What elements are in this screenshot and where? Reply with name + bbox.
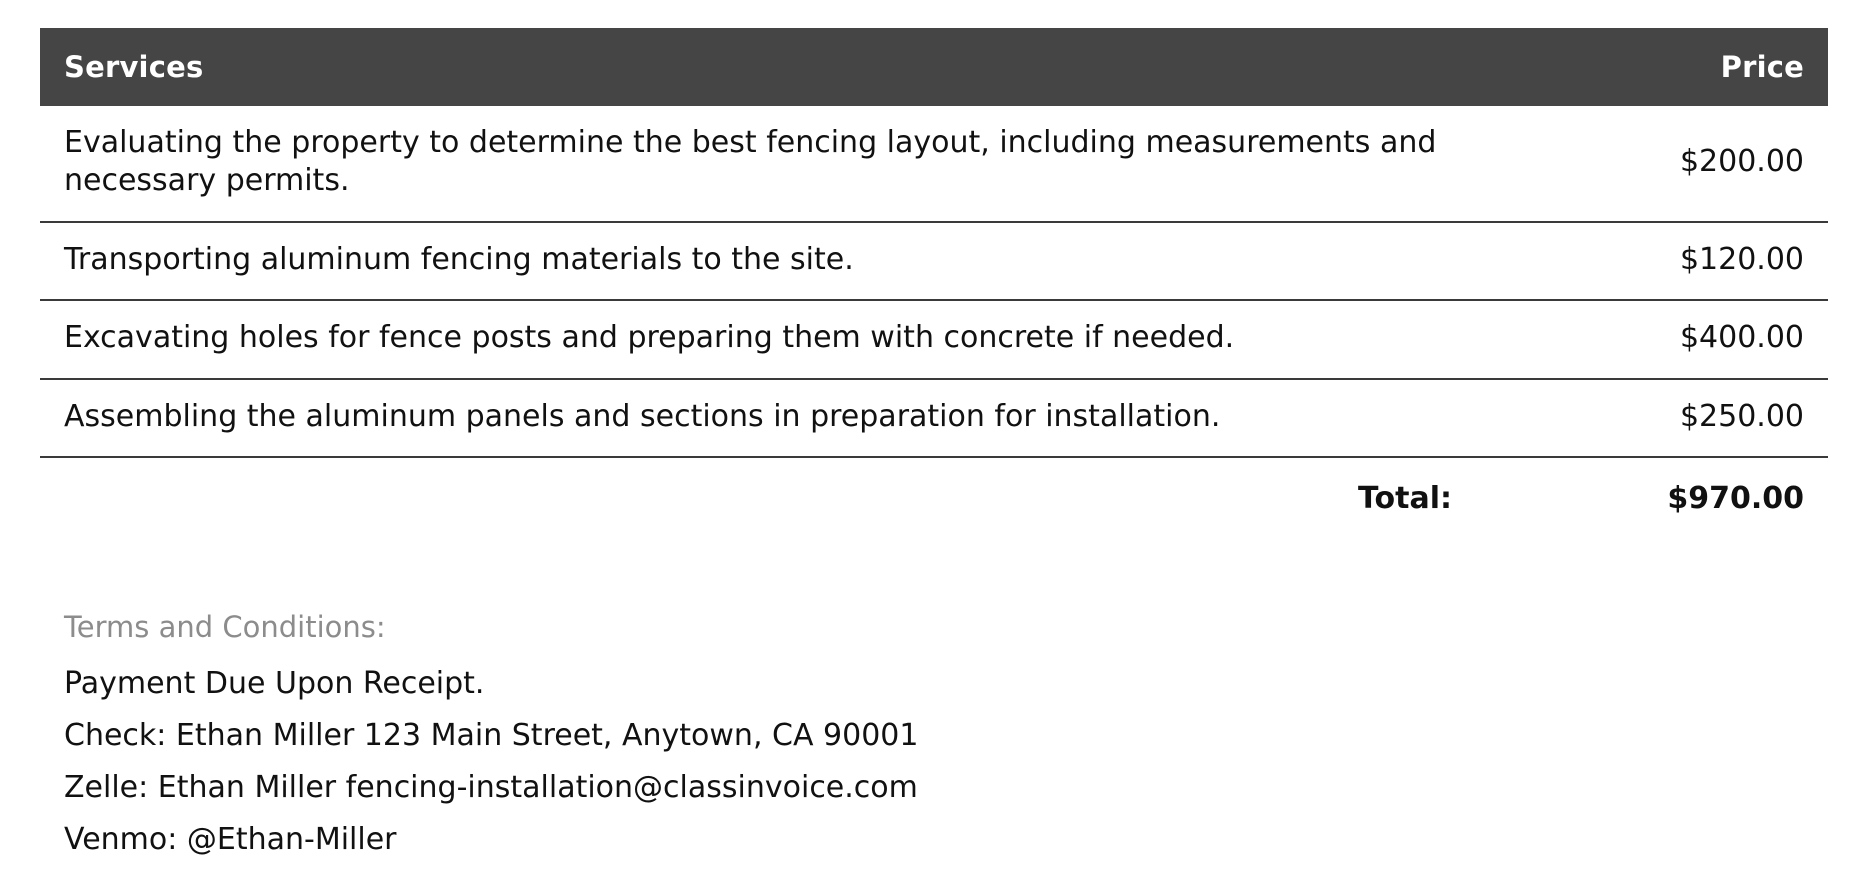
service-description: Evaluating the property to determine the best fencing layout, including measurements and necessary permits. [40,106,1480,222]
column-header-price: Price [1480,28,1828,106]
table-body [40,106,1828,538]
table-row [40,300,1828,378]
terms-line-zelle: Zelle: Ethan Miller fencing-installation@classinvoice.com [64,770,918,806]
service-price: $250.00 [1480,379,1828,457]
total-label: Total: [1358,480,1452,516]
terms-line-payment: Payment Due Upon Receipt. [64,666,485,702]
service-price: $400.00 [1480,300,1828,378]
total-value: $970.00 [1667,480,1804,516]
table-row [40,379,1828,457]
service-description: Excavating holes for fence posts and preparing them with concrete if needed. [40,300,1480,378]
table-header [40,28,1828,106]
terms-and-conditions-section [40,610,1828,859]
terms-line-check: Check: Ethan Miller 123 Main Street, Anytown, CA 90001 [64,718,919,754]
service-description: Assembling the aluminum panels and sections in preparation for installation. [40,379,1480,457]
column-header-services: Services [40,28,1480,106]
terms-heading: Terms and Conditions: [64,610,386,645]
service-price: $120.00 [1480,222,1828,300]
service-description: Transporting aluminum fencing materials to the site. [40,222,1480,300]
table-total-row [40,457,1828,538]
table-row [40,106,1828,222]
table-row [40,222,1828,300]
services-price-table [40,28,1828,538]
service-price: $200.00 [1480,106,1828,222]
table-header-row [40,28,1828,106]
terms-line-venmo: Venmo: @Ethan-Miller [64,822,397,858]
